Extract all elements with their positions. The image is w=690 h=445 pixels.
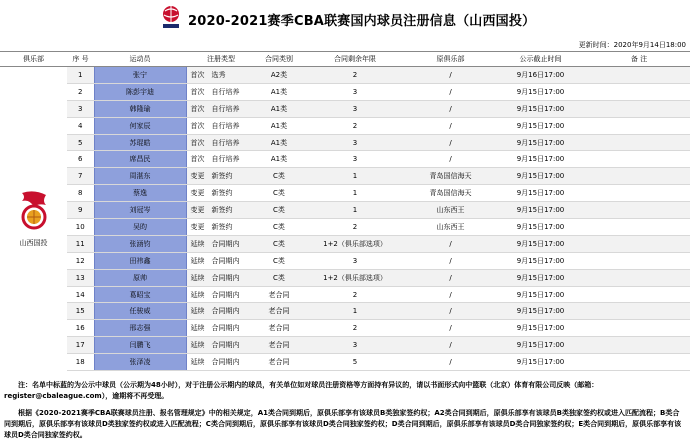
deadline: 9月16日17:00 <box>493 67 588 84</box>
contract-type: A1类 <box>256 151 302 168</box>
deadline: 9月15日17:00 <box>493 185 588 202</box>
remarks <box>588 83 690 100</box>
header-club: 俱乐部 <box>0 52 67 67</box>
reg-type: 延续 合同期内 <box>186 320 256 337</box>
reg-type: 延续 合同期内 <box>186 235 256 252</box>
contract-type: C类 <box>256 185 302 202</box>
player-name: 苏琨皓 <box>94 134 186 151</box>
contract-type: 老合同 <box>256 354 302 371</box>
player-name: 张涵钧 <box>94 235 186 252</box>
reg-type: 变更 新签约 <box>186 168 256 185</box>
deadline: 9月15日17:00 <box>493 134 588 151</box>
remarks <box>588 219 690 236</box>
deadline: 9月15日17:00 <box>493 303 588 320</box>
remarks <box>588 320 690 337</box>
remarks <box>588 134 690 151</box>
header-reg-type: 注册类型 <box>186 52 256 67</box>
player-name: 刘冠岑 <box>94 202 186 219</box>
table-row <box>0 151 690 168</box>
reg-type: 首次 自行培养 <box>186 117 256 134</box>
reg-type: 延续 合同期内 <box>186 286 256 303</box>
orig-club: / <box>408 117 493 134</box>
remarks <box>588 303 690 320</box>
player-name: 任骏威 <box>94 303 186 320</box>
row-number: 17 <box>67 337 94 354</box>
years-left: 2 <box>302 117 408 134</box>
reg-type: 延续 合同期内 <box>186 252 256 269</box>
row-number: 16 <box>67 320 94 337</box>
table-row <box>0 185 690 202</box>
header-years-left: 合同剩余年限 <box>302 52 408 67</box>
remarks <box>588 252 690 269</box>
years-left: 3 <box>302 252 408 269</box>
orig-club: 山东西王 <box>408 202 493 219</box>
deadline: 9月15日17:00 <box>493 219 588 236</box>
row-number: 18 <box>67 354 94 371</box>
update-time: 更新时间：2020年9月14日18:00 <box>578 41 686 49</box>
years-left: 1 <box>302 202 408 219</box>
registration-table <box>0 51 690 371</box>
remarks <box>588 235 690 252</box>
years-left: 3 <box>302 151 408 168</box>
club-cell <box>0 67 67 371</box>
row-number: 7 <box>67 168 94 185</box>
table-row <box>0 100 690 117</box>
reg-type: 首次 自行培养 <box>186 151 256 168</box>
row-number: 13 <box>67 269 94 286</box>
remarks <box>588 151 690 168</box>
contract-type: A1类 <box>256 100 302 117</box>
remarks <box>588 269 690 286</box>
deadline: 9月15日17:00 <box>493 168 588 185</box>
table-row <box>0 83 690 100</box>
table-header-row <box>0 52 690 67</box>
table-row <box>0 168 690 185</box>
contract-type: 老合同 <box>256 320 302 337</box>
orig-club: / <box>408 134 493 151</box>
deadline: 9月15日17:00 <box>493 269 588 286</box>
deadline: 9月15日17:00 <box>493 202 588 219</box>
contract-type: A1类 <box>256 83 302 100</box>
row-number: 15 <box>67 303 94 320</box>
deadline: 9月15日17:00 <box>493 100 588 117</box>
orig-club: / <box>408 235 493 252</box>
player-name: 何家辰 <box>94 117 186 134</box>
player-name: 席昌民 <box>94 151 186 168</box>
notes <box>4 380 686 441</box>
table-row <box>0 286 690 303</box>
player-name: 周湛东 <box>94 168 186 185</box>
player-name: 葛昭宝 <box>94 286 186 303</box>
years-left: 2 <box>302 320 408 337</box>
orig-club: / <box>408 337 493 354</box>
remarks <box>588 185 690 202</box>
table-row <box>0 269 690 286</box>
row-number: 2 <box>67 83 94 100</box>
reg-type: 首次 自行培养 <box>186 83 256 100</box>
row-number: 12 <box>67 252 94 269</box>
contract-type: A2类 <box>256 67 302 84</box>
player-name: 吴昀 <box>94 219 186 236</box>
reg-type: 变更 新签约 <box>186 185 256 202</box>
shanxi-loongs-logo-icon <box>16 189 52 233</box>
contract-type: A1类 <box>256 134 302 151</box>
row-number: 10 <box>67 219 94 236</box>
remarks <box>588 117 690 134</box>
orig-club: / <box>408 100 493 117</box>
reg-type: 延续 合同期内 <box>186 337 256 354</box>
header-orig-club: 原俱乐部 <box>408 52 493 67</box>
player-name: 原帅 <box>94 269 186 286</box>
years-left: 3 <box>302 83 408 100</box>
header-remarks: 备 注 <box>588 52 690 67</box>
header-contract-type: 合同类别 <box>256 52 302 67</box>
table-row <box>0 337 690 354</box>
reg-type: 延续 合同期内 <box>186 354 256 371</box>
table-row <box>0 252 690 269</box>
deadline: 9月15日17:00 <box>493 354 588 371</box>
header-no: 序 号 <box>67 52 94 67</box>
deadline: 9月15日17:00 <box>493 252 588 269</box>
player-name: 张泽凌 <box>94 354 186 371</box>
player-name: 韩隆瑜 <box>94 100 186 117</box>
row-number: 4 <box>67 117 94 134</box>
page-header <box>0 0 690 38</box>
table-row <box>0 202 690 219</box>
cba-logo-icon <box>160 5 182 29</box>
contract-type: 老合同 <box>256 337 302 354</box>
years-left: 2 <box>302 67 408 84</box>
orig-club: / <box>408 269 493 286</box>
table-row <box>0 219 690 236</box>
orig-club: / <box>408 252 493 269</box>
orig-club: / <box>408 354 493 371</box>
row-number: 5 <box>67 134 94 151</box>
remarks <box>588 67 690 84</box>
reg-type: 首次 自行培养 <box>186 100 256 117</box>
contract-type: C类 <box>256 219 302 236</box>
deadline: 9月15日17:00 <box>493 151 588 168</box>
contract-type: 老合同 <box>256 303 302 320</box>
years-left: 3 <box>302 100 408 117</box>
table-row <box>0 67 690 84</box>
row-number: 9 <box>67 202 94 219</box>
contract-type: C类 <box>256 252 302 269</box>
remarks <box>588 354 690 371</box>
orig-club: 青岛国信海天 <box>408 168 493 185</box>
years-left: 1 <box>302 303 408 320</box>
years-left: 1+2（俱乐部选项） <box>302 269 408 286</box>
player-name: 蔡逸 <box>94 185 186 202</box>
row-number: 11 <box>67 235 94 252</box>
player-name: 张宁 <box>94 67 186 84</box>
table-row <box>0 354 690 371</box>
reg-type: 延续 合同期内 <box>186 269 256 286</box>
contract-type: C类 <box>256 168 302 185</box>
contract-type: C类 <box>256 269 302 286</box>
orig-club: / <box>408 67 493 84</box>
years-left: 1+2（俱乐部选项） <box>302 235 408 252</box>
years-left: 3 <box>302 134 408 151</box>
orig-club: 青岛国信海天 <box>408 185 493 202</box>
deadline: 9月15日17:00 <box>493 286 588 303</box>
header-deadline: 公示截止时间 <box>493 52 588 67</box>
years-left: 2 <box>302 219 408 236</box>
years-left: 5 <box>302 354 408 371</box>
orig-club: / <box>408 303 493 320</box>
contract-type: C类 <box>256 202 302 219</box>
years-left: 3 <box>302 337 408 354</box>
row-number: 3 <box>67 100 94 117</box>
years-left: 1 <box>302 168 408 185</box>
orig-club: / <box>408 151 493 168</box>
orig-club: / <box>408 320 493 337</box>
contract-type: A1类 <box>256 117 302 134</box>
deadline: 9月15日17:00 <box>493 337 588 354</box>
note-rules: 根据《2020-2021赛季CBA联赛球员注册、报名管理规定》中的相关规定，A1类合同到期后，原俱乐部享有该球员B类独家签约权；A2类合同到期后，原俱乐部享有该球员B类独家签约权或进入匹配流程；B类合同到期后，原俱乐部享有该球员D类独家签约权或进入匹配流程；C类合同到期后，原俱乐部享有该球员D类合同独家签约权；D类合同到期后，原俱乐部享有该球员D类合同独家签约权；E类合同到期后，原俱乐部享有该球员D类合同独家签约权。 <box>4 409 682 439</box>
orig-club: / <box>408 83 493 100</box>
row-number: 8 <box>67 185 94 202</box>
header-player: 运动员 <box>94 52 186 67</box>
reg-type: 变更 新签约 <box>186 202 256 219</box>
remarks <box>588 100 690 117</box>
table-row <box>0 117 690 134</box>
remarks <box>588 202 690 219</box>
deadline: 9月15日17:00 <box>493 320 588 337</box>
contract-type: 老合同 <box>256 286 302 303</box>
remarks <box>588 286 690 303</box>
table-row <box>0 134 690 151</box>
remarks <box>588 168 690 185</box>
years-left: 2 <box>302 286 408 303</box>
deadline: 9月15日17:00 <box>493 83 588 100</box>
row-number: 1 <box>67 67 94 84</box>
row-number: 6 <box>67 151 94 168</box>
player-name: 陈彭宇迪 <box>94 83 186 100</box>
note-objection: 注：名单中标蓝的为公示中球员（公示期为48小时），对于注册公示期内的球员，有关单位如对球员注册资格等方面持有异议的，请以书面形式向中篮联（北京）体育有限公司反映（邮箱：register@cbaleague.com），逾期将不再受理。 <box>4 381 599 400</box>
years-left: 1 <box>302 185 408 202</box>
orig-club: 山东西王 <box>408 219 493 236</box>
reg-type: 首次 自行培养 <box>186 134 256 151</box>
player-name: 邢志强 <box>94 320 186 337</box>
table-row <box>0 320 690 337</box>
orig-club: / <box>408 286 493 303</box>
deadline: 9月15日17:00 <box>493 117 588 134</box>
remarks <box>588 337 690 354</box>
table-row <box>0 303 690 320</box>
row-number: 14 <box>67 286 94 303</box>
reg-type: 延续 合同期内 <box>186 303 256 320</box>
deadline: 9月15日17:00 <box>493 235 588 252</box>
player-name: 田祎鑫 <box>94 252 186 269</box>
reg-type: 首次 选秀 <box>186 67 256 84</box>
table-row <box>0 235 690 252</box>
club-name: 山西国投 <box>19 239 48 248</box>
contract-type: C类 <box>256 235 302 252</box>
player-name: 闫鹏飞 <box>94 337 186 354</box>
reg-type: 变更 新签约 <box>186 219 256 236</box>
page-title: 2020-2021赛季CBA联赛国内球员注册信息（山西国投） <box>188 14 536 29</box>
